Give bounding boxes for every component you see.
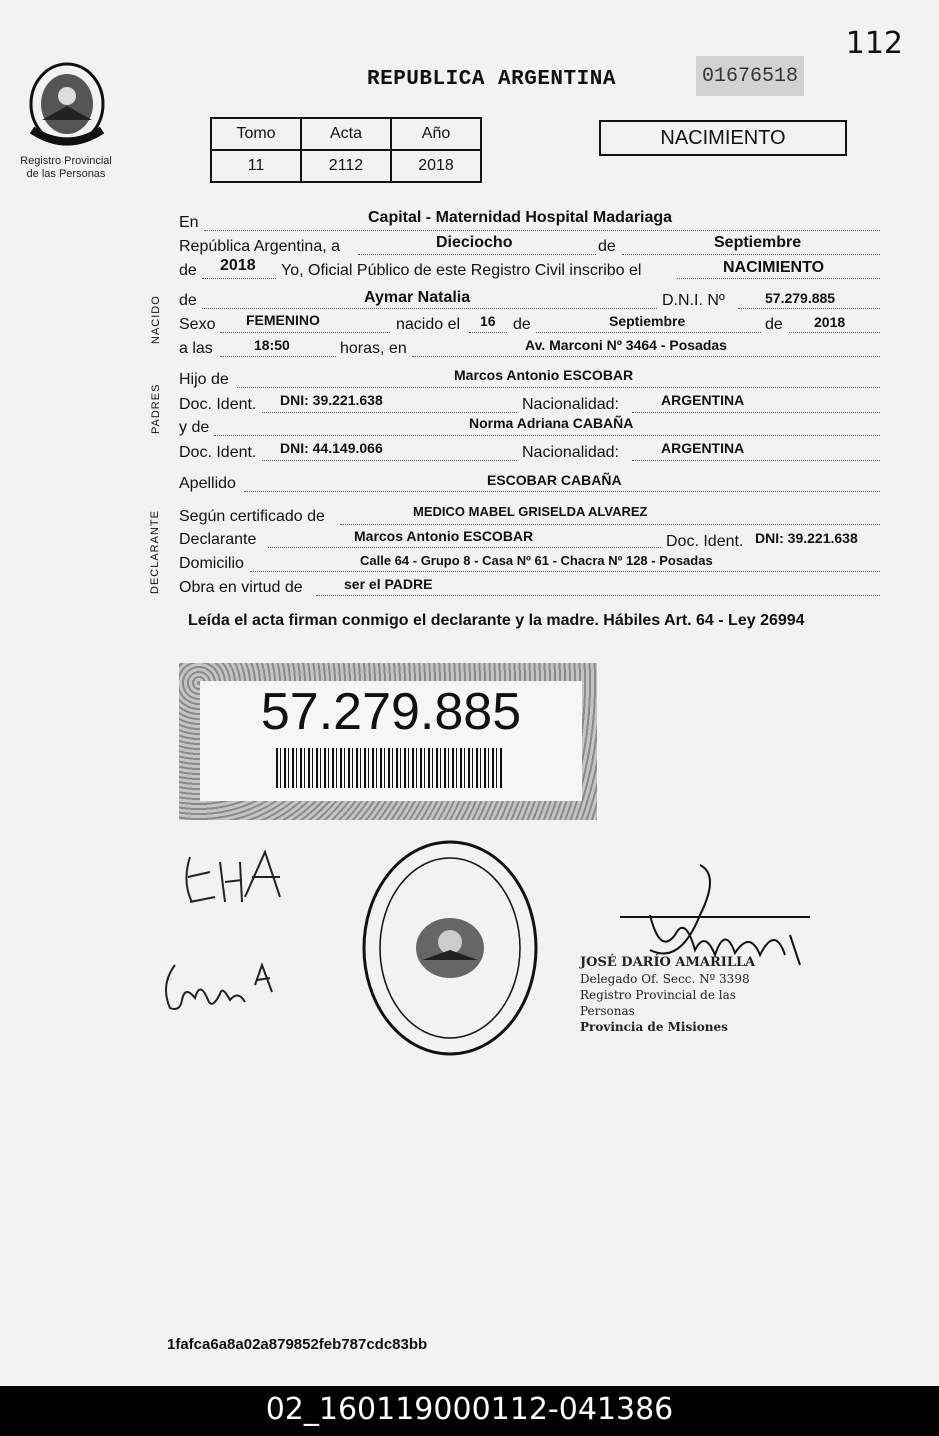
official-signature-block xyxy=(580,955,780,1035)
dotted-line xyxy=(316,595,880,596)
label-nacionalidad: Nacionalidad: xyxy=(522,396,619,413)
dotted-line xyxy=(214,435,880,436)
field-domicilio: Calle 64 - Grupo 8 - Casa Nº 61 - Chacra Nº 128 - Posadas xyxy=(360,553,713,568)
anio-value: 2018 xyxy=(391,150,481,182)
barcode xyxy=(276,748,504,788)
label-a-las: a las xyxy=(179,340,213,357)
dotted-line xyxy=(220,332,390,333)
field-obra: ser el PADRE xyxy=(344,576,433,592)
label-segun: Según certificado de xyxy=(179,508,325,525)
dotted-line xyxy=(632,412,880,413)
province-emblem-logo xyxy=(22,58,112,153)
side-label-declarante: DECLARANTE xyxy=(149,510,161,594)
official-name: JOSÉ DARÍO AMARILLA xyxy=(580,955,756,970)
field-nac-dia: 16 xyxy=(480,313,496,329)
dotted-line xyxy=(738,308,880,309)
document-title: REPUBLICA ARGENTINA xyxy=(367,68,616,91)
dotted-line xyxy=(262,412,517,413)
acta-value: 2112 xyxy=(301,150,391,182)
field-nac-mes: Septiembre xyxy=(609,313,686,329)
field-padre-nac: ARGENTINA xyxy=(661,392,745,408)
dotted-line xyxy=(250,571,880,572)
label-nacido-el: nacido el xyxy=(396,316,461,333)
anio-header: Año xyxy=(391,118,481,150)
label-doc-ident: Doc. Ident. xyxy=(179,444,257,461)
label-de: de xyxy=(179,292,197,309)
field-mes: Septiembre xyxy=(714,234,802,251)
tomo-header: Tomo xyxy=(211,118,301,150)
field-tipo: NACIMIENTO xyxy=(723,259,825,276)
dotted-line xyxy=(340,524,880,525)
label-sexo: Sexo xyxy=(179,316,216,333)
field-anio: 2018 xyxy=(220,257,256,274)
dotted-line xyxy=(237,387,880,388)
dotted-line xyxy=(220,356,336,357)
label-domicilio: Domicilio xyxy=(179,555,244,572)
field-lugar-nac: Av. Marconi Nº 3464 - Posadas xyxy=(525,337,727,353)
dotted-line xyxy=(622,254,880,255)
field-declarante-doc: DNI: 39.221.638 xyxy=(755,530,858,546)
label-de: de xyxy=(598,238,616,255)
field-apellido: ESCOBAR CABAÑA xyxy=(487,472,622,488)
logo-caption: Registro Provincial de las Personas xyxy=(20,155,112,180)
field-dni: 57.279.885 xyxy=(765,290,836,306)
registry-table xyxy=(210,117,482,183)
record-type-box: NACIMIENTO xyxy=(599,120,847,156)
label-hijo-de: Hijo de xyxy=(179,371,229,388)
dotted-line xyxy=(202,308,657,309)
dotted-line xyxy=(202,278,276,279)
label-dni: D.N.I. Nº xyxy=(662,292,725,309)
label-doc-ident: Doc. Ident. xyxy=(179,396,257,413)
dotted-line xyxy=(789,332,880,333)
dotted-line xyxy=(536,332,761,333)
page-number: 112 xyxy=(845,26,903,61)
serial-number: 01676518 xyxy=(696,56,804,96)
label-nacionalidad: Nacionalidad: xyxy=(522,444,619,461)
field-nombre: Aymar Natalia xyxy=(364,289,471,306)
field-madre-nac: ARGENTINA xyxy=(661,440,745,456)
label-en: En xyxy=(179,214,199,231)
dotted-line xyxy=(262,460,517,461)
label-yo: Yo, Oficial Público de este Registro Civil inscribo el xyxy=(281,262,642,279)
legal-note: Leída el acta firman conmigo el declarante y la madre. Hábiles Art. 64 - Ley 26994 xyxy=(188,612,805,629)
footer-code: 02_160119000112-041386 xyxy=(265,1392,674,1427)
label-republica: República Argentina, a xyxy=(179,238,340,255)
dotted-line xyxy=(204,230,880,231)
handwritten-signature-madre xyxy=(160,950,290,1025)
dotted-line xyxy=(244,491,880,492)
label-apellido: Apellido xyxy=(179,475,236,492)
tomo-value: 11 xyxy=(211,150,301,182)
dotted-line xyxy=(632,460,880,461)
dotted-line xyxy=(358,254,596,255)
field-nac-anio: 2018 xyxy=(814,314,846,330)
dni-large-number: 57.279.885 xyxy=(260,683,522,741)
field-madre-doc: DNI: 44.149.066 xyxy=(280,440,383,456)
field-certificado: MEDICO MABEL GRISELDA ALVAREZ xyxy=(413,504,648,519)
official-org: Registro Provincial de las Personas xyxy=(580,988,736,1018)
field-padre-doc: DNI: 39.221.638 xyxy=(280,392,383,408)
label-obra: Obra en virtud de xyxy=(179,579,303,596)
label-y-de: y de xyxy=(179,419,210,436)
field-hora: 18:50 xyxy=(254,337,290,353)
field-lugar: Capital - Maternidad Hospital Madariaga xyxy=(368,209,673,226)
label-horas-en: horas, en xyxy=(340,340,407,357)
dotted-line xyxy=(268,547,661,548)
document-hash: 1fafca6a8a02a879852feb787cdc83bb xyxy=(167,1336,428,1353)
field-madre: Norma Adriana CABAÑA xyxy=(469,415,634,431)
field-dia: Dieciocho xyxy=(436,234,513,251)
official-seal-stamp xyxy=(360,838,540,1058)
handwritten-signature-declarante xyxy=(180,842,290,917)
label-de: de xyxy=(765,316,783,333)
official-province: Provincia de Misiones xyxy=(580,1020,728,1034)
label-doc-ident: Doc. Ident. xyxy=(666,533,744,550)
dotted-line xyxy=(469,332,507,333)
field-padre: Marcos Antonio ESCOBAR xyxy=(454,367,634,383)
label-de: de xyxy=(179,262,197,279)
side-label-nacido: NACIDO xyxy=(150,295,162,344)
label-declarante: Declarante xyxy=(179,531,257,548)
side-label-padres: PADRES xyxy=(150,383,162,434)
label-de: de xyxy=(513,316,531,333)
dotted-line xyxy=(677,278,880,279)
official-role: Delegado Of. Secc. Nº 3398 xyxy=(580,972,750,986)
field-sexo: FEMENINO xyxy=(246,312,320,328)
dotted-line xyxy=(412,356,880,357)
acta-header: Acta xyxy=(301,118,391,150)
field-declarante: Marcos Antonio ESCOBAR xyxy=(354,528,534,544)
